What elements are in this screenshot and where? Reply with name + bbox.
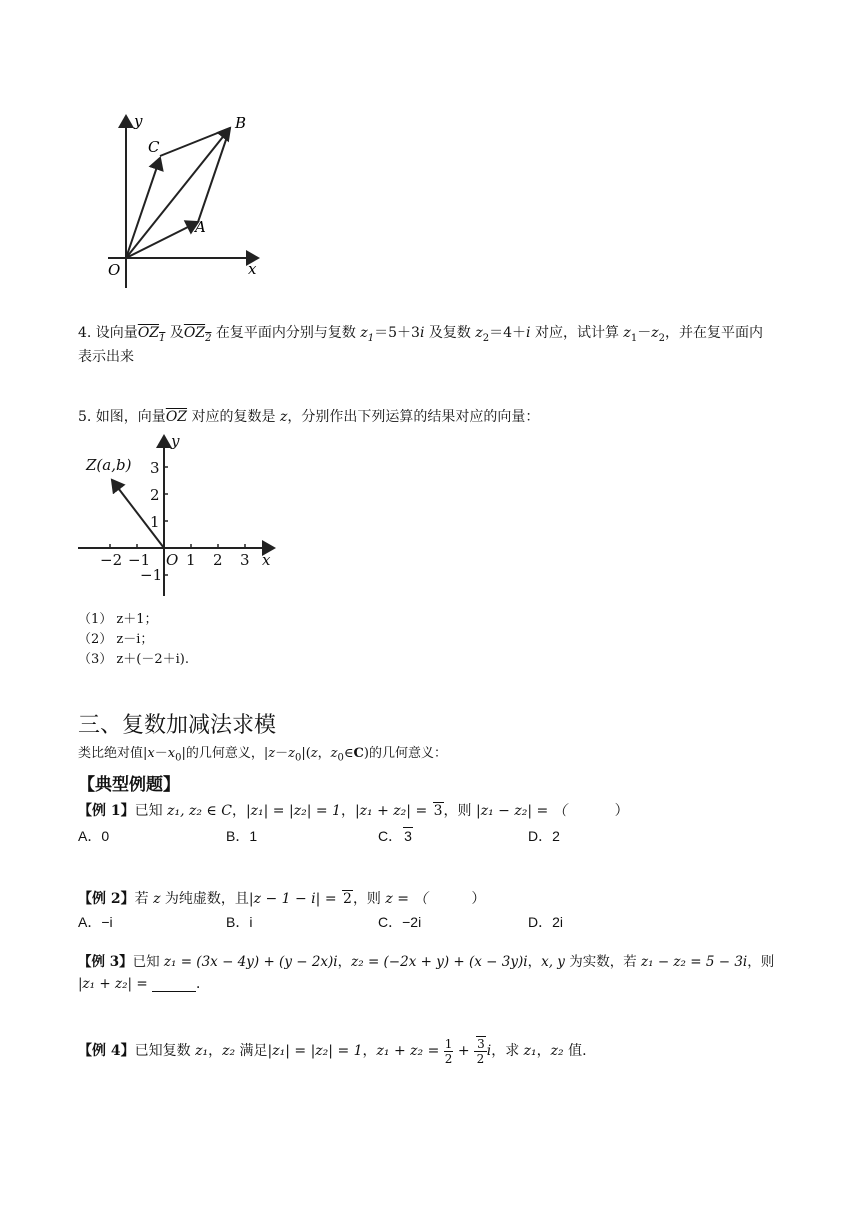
q5-item-1: （1） z＋1； bbox=[78, 612, 158, 627]
q4-z3-sub: 1 bbox=[630, 332, 638, 344]
example-3-line2: |z₁ + z₂| = . bbox=[78, 976, 201, 992]
label-y: y bbox=[134, 112, 143, 130]
ex2-option-c: C．−2i bbox=[378, 914, 422, 930]
q4-z2-sub: 2 bbox=[482, 332, 490, 344]
xtick-label-neg1: −1 bbox=[128, 551, 151, 569]
q4-line2: 表示出来 bbox=[78, 349, 134, 365]
example-3-stem: 【例 3】已知 z₁ = (3x − 4y) + (y − 2x)i，z₂ = (−2x + y) + (x − 3y)i，x, y 为实数，若 z₁ − z₂ = 5 − 3i，则 bbox=[78, 954, 775, 970]
examples-header: 【典型例题】 bbox=[78, 775, 180, 795]
segment-ab bbox=[198, 128, 230, 222]
label-x-2: x bbox=[262, 551, 271, 569]
q5-text1: 对应的复数是 bbox=[187, 409, 280, 425]
ex1-tag: 【例 1】 bbox=[78, 803, 135, 819]
ex1-option-b: B．1 bbox=[226, 828, 258, 844]
example-1-stem: 【例 1】已知 z₁, z₂ ∈ C，|z₁| = |z₂| = 1，|z₁ + z₂| = 3，则 |z₁ − z₂| = （ ） bbox=[78, 803, 629, 819]
q5-z: z bbox=[279, 409, 288, 425]
ex1-option-a: A．0 bbox=[78, 828, 110, 844]
q4-z1: z bbox=[360, 325, 368, 341]
q4-eq1: ＝5＋3 bbox=[374, 325, 420, 341]
q4-z2: z bbox=[475, 325, 483, 341]
ex1-option-c: C． 3 bbox=[378, 828, 412, 844]
q5-item-3: （3） z＋(－2＋i). bbox=[78, 652, 189, 667]
q4-text3: 对应，试计算 bbox=[530, 325, 624, 341]
ytick-label-neg1: −1 bbox=[140, 566, 163, 584]
ex1-option-d: D．2 bbox=[528, 828, 560, 844]
vector-ob bbox=[126, 128, 230, 258]
label-a: A bbox=[195, 218, 206, 236]
vector-oz1: $OZ_1$ bbox=[137, 325, 166, 344]
vector-oz2: $OZ_2$ bbox=[183, 325, 212, 344]
q4-text2: 及复数 bbox=[424, 325, 476, 341]
q4-z4: z bbox=[651, 325, 659, 341]
xtick-label-2: 2 bbox=[213, 551, 223, 569]
q4-z4-sub: 2 bbox=[658, 332, 665, 344]
q4-text1: 在复平面内分别与复数 bbox=[211, 325, 361, 341]
vector-oz: $\overline{OZ}$ bbox=[165, 409, 188, 425]
q4-minus: － bbox=[637, 325, 652, 341]
fraction-one-half: $\frac{1}{2}$ bbox=[444, 1036, 453, 1066]
question-5 bbox=[78, 406, 539, 426]
xtick-label-3: 3 bbox=[240, 551, 250, 569]
q4-label: 4. 设向量 bbox=[78, 325, 138, 341]
q4-i1: i bbox=[419, 325, 425, 341]
ex3-tag: 【例 3】 bbox=[78, 954, 133, 970]
xtick-label-1: 1 bbox=[186, 551, 196, 569]
example-2-stem: 【例 2】若 z 为纯虚数，且|z − 1 − i| = 2，则 z = （ ） bbox=[78, 891, 486, 907]
ex2-option-a: A．−i bbox=[78, 914, 113, 930]
label-x: x bbox=[248, 260, 257, 278]
label-o-2: O bbox=[166, 551, 179, 569]
q5-label: 5. 如图，向量 bbox=[78, 409, 166, 425]
question-4 bbox=[78, 322, 763, 344]
example-4-stem: 【例 4】已知复数 z₁，z₂ 满足|z₁| = |z₂| = 1，z₁ + z₂ = $\frac{1}{2}$ + $\frac{3}{2}$ i，求 z₁，z₂ 值. bbox=[78, 1036, 587, 1066]
q5-text2: ，分别作出下列运算的结果对应的向量： bbox=[287, 409, 540, 425]
ex2-option-d: D．2i bbox=[528, 914, 564, 930]
label-b: B bbox=[235, 114, 247, 132]
section-3-description: 类比绝对值$|x-x_0|$的几何意义，$|z-z_0|(z$，$z_0\in C$)的几何意义： bbox=[78, 746, 447, 764]
ytick-label-1: 1 bbox=[150, 513, 160, 531]
q4-and: 及 bbox=[165, 325, 184, 341]
ex2-tag: 【例 2】 bbox=[78, 891, 135, 907]
q5-item-2: （2） z－i； bbox=[78, 632, 154, 647]
label-y-2: y bbox=[171, 432, 180, 450]
q4-z3: z bbox=[623, 325, 631, 341]
ytick-label-2: 2 bbox=[150, 486, 160, 504]
fraction-sqrt3-half: $\frac{3}{2}$ bbox=[474, 1036, 487, 1066]
label-point-z: Z(a,b) bbox=[86, 456, 132, 474]
figure-vector-oz bbox=[76, 430, 286, 600]
ex2-option-b: B．i bbox=[226, 914, 253, 930]
ytick-label-3: 3 bbox=[150, 459, 160, 477]
q4-eq2: ＝4＋ bbox=[489, 325, 527, 341]
answer-blank bbox=[152, 979, 196, 992]
q4-i2: i bbox=[526, 325, 531, 341]
q4-z1-sub: 1 bbox=[367, 332, 375, 344]
ex4-tag: 【例 4】 bbox=[78, 1043, 135, 1059]
label-c: C bbox=[148, 138, 160, 156]
label-o: O bbox=[108, 261, 121, 279]
xtick-label-neg2: −2 bbox=[100, 551, 123, 569]
figure-parallelogram bbox=[100, 108, 270, 298]
q4-text4: ，并在复平面内 bbox=[664, 325, 763, 341]
section-3-title: 三、复数加减法求模 bbox=[78, 713, 277, 738]
